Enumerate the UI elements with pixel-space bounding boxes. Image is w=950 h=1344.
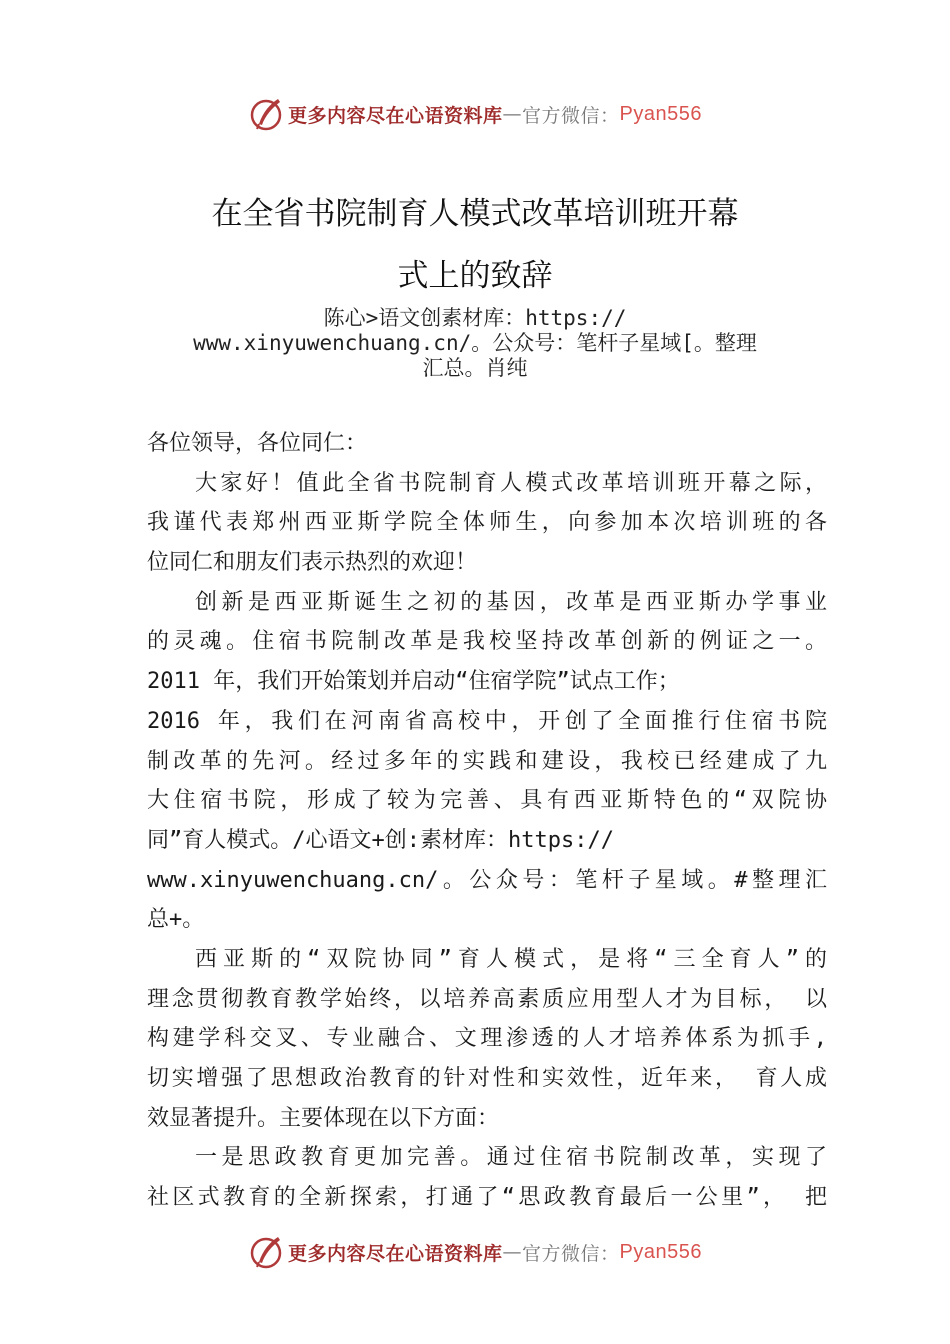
body-line: 创新是西亚斯诞生之初的基因，改革是西亚斯办学事业: [195, 589, 827, 615]
body-line: 制改革的先河。经过多年的实践和建设，我校已经建成了九: [147, 748, 827, 774]
body-line: 我谨代表郑州西亚斯学院全体师生，向参加本次培训班的各: [147, 510, 827, 536]
body-line: www.xinyuwenchuang.cn/。公众号：笔杆子星域。#整理汇: [147, 867, 827, 893]
body-line: 一是思政教育更加完善。通过住宿书院制改革，实现了: [195, 1145, 827, 1171]
body-line: 效显著提升。主要体现在以下方面：: [147, 1105, 500, 1131]
banner-wechat-label: 官方微信：: [522, 104, 620, 127]
body-line: 构建学科交叉、专业融合、文理渗透的人才培养体系为抓手,: [147, 1026, 827, 1052]
body-line: 西亚斯的“双院协同”育人模式，是将“三全育人”的: [195, 946, 827, 972]
banner-wechat-id: Pyan556: [619, 1240, 702, 1263]
body-line: 的灵魂。住宿书院制改革是我校坚持改革创新的例证之一。: [147, 629, 827, 655]
banner-dash: —: [502, 103, 523, 125]
salutation: 各位领导，各位同仁：: [147, 431, 368, 456]
source-line-3: 汇总。肖纯: [422, 356, 528, 380]
body-line: 大家好！值此全省书院制育人模式改革培训班开幕之际，: [195, 470, 827, 496]
body-line: 同”育人模式。/心语文+创:素材库：https://: [147, 827, 614, 853]
document-body: [147, 424, 827, 1218]
document-title-line-2: 式上的致辞: [397, 258, 553, 294]
body-line: 切实增强了思想政治教育的针对性和实效性，近年来， 育人成: [147, 1066, 827, 1091]
source-line-2: www.xinyuwenchuang.cn/。公众号：笔杆子星域[。整理: [193, 331, 757, 355]
document-title-line-1: 在全省书院制育人模式改革培训班开幕: [211, 196, 739, 232]
banner-wechat-id: Pyan556: [619, 102, 702, 125]
body-line: 社区式教育的全新探索，打通了“思政教育最后一公里”， 把: [147, 1185, 827, 1211]
banner-wechat-label: 官方微信：: [522, 1242, 620, 1265]
body-line: 2011 年，我们开始策划并启动“住宿学院”试点工作；: [147, 669, 680, 695]
footer-banner: [0, 1232, 950, 1272]
quill-logo-icon: [248, 1234, 284, 1270]
banner-main-text: 更多内容尽在心语资料库: [288, 1242, 503, 1265]
header-banner: [0, 94, 950, 134]
body-line: 位同仁和朋友们表示热烈的欢迎！: [147, 550, 478, 576]
body-line: 理念贯彻教育教学始终，以培养高素质应用型人才为目标， 以: [147, 986, 827, 1012]
quill-logo-icon: [248, 96, 284, 132]
body-line: 总+。: [147, 907, 205, 933]
source-line-1: 陈心>语文创素材库：https://: [323, 306, 627, 330]
body-line: 2016 年，我们在河南省高校中，开创了全面推行住宿书院: [147, 708, 827, 734]
body-line: 大住宿书院，形成了较为完善、具有西亚斯特色的“双院协: [147, 788, 827, 814]
banner-dash: —: [502, 1241, 523, 1263]
banner-main-text: 更多内容尽在心语资料库: [288, 104, 503, 127]
